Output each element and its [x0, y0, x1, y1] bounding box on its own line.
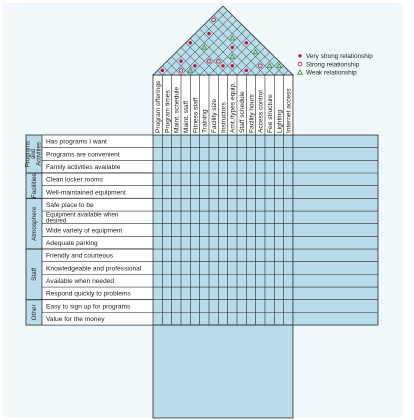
row-label: Family activities available [46, 163, 121, 171]
column-header: Fitness staff [192, 97, 200, 133]
very-strong-symbol [298, 54, 301, 57]
row-label: Respond quickly to problems [46, 290, 131, 298]
column-header: Facility size [210, 98, 218, 133]
group-label: Other [31, 304, 39, 321]
legend-label: Strong relationship [306, 61, 360, 69]
column-header: Amt./types equip. [229, 82, 237, 133]
row-label: Knowledgeable and professional [46, 265, 142, 273]
group-label-line: and [31, 148, 37, 160]
very-strong-symbol [245, 41, 248, 44]
column-header: Program offerings [154, 80, 162, 133]
row-label: Adequate parking [46, 239, 98, 247]
column-header: Maint. schedule [173, 86, 181, 133]
legend-label: Very strong relationship [306, 53, 373, 60]
weak-symbol [298, 70, 303, 74]
very-strong-symbol [179, 60, 182, 63]
row-label: Programs are convenient [46, 151, 120, 159]
row-label: Clean locker rooms [46, 176, 103, 184]
row-label: Well-maintained equipment [46, 189, 126, 197]
row-label: Wide variety of equipment [46, 227, 123, 235]
bottom-block [153, 325, 293, 418]
legend-label: Weak relationship [306, 69, 357, 77]
group-label: Atmosphere [31, 206, 39, 241]
group-label: Staff [31, 267, 39, 281]
very-strong-symbol [245, 69, 248, 72]
row-label: Has programs I want [46, 138, 107, 146]
column-header: Training [201, 109, 209, 133]
row-label: desired [46, 217, 67, 225]
column-header: Program times [164, 90, 172, 133]
strong-symbol [298, 62, 302, 66]
column-header: Instructors [220, 102, 228, 133]
very-strong-symbol [161, 69, 164, 72]
row-label: Available when needed [46, 278, 115, 286]
column-header: Access control [257, 90, 265, 133]
column-header: Internet access [285, 88, 293, 133]
column-header: Lighting [276, 109, 284, 133]
row-label: Easy to sign up for programs [46, 303, 131, 311]
column-header: Facility hours [248, 94, 256, 133]
very-strong-symbol [221, 64, 224, 67]
column-header: Fee structure [266, 94, 274, 133]
very-strong-symbol [207, 32, 210, 35]
very-strong-symbol [189, 41, 192, 44]
very-strong-symbol [193, 64, 196, 67]
group-label: Facilities [31, 173, 39, 199]
column-header: Staff schedule [238, 91, 246, 133]
column-header: Maint. staff [182, 100, 190, 133]
row-label: Value for the money [46, 316, 105, 324]
group-label-line: Activities [36, 142, 43, 166]
row-label: Safe place to be [46, 201, 94, 209]
group-label-line: Programs [25, 140, 32, 168]
legend [298, 53, 374, 77]
very-strong-symbol [231, 64, 234, 67]
row-label: Friendly and courteous [46, 252, 114, 260]
row-label: Equipment available when [46, 211, 119, 219]
very-strong-symbol [231, 46, 234, 49]
